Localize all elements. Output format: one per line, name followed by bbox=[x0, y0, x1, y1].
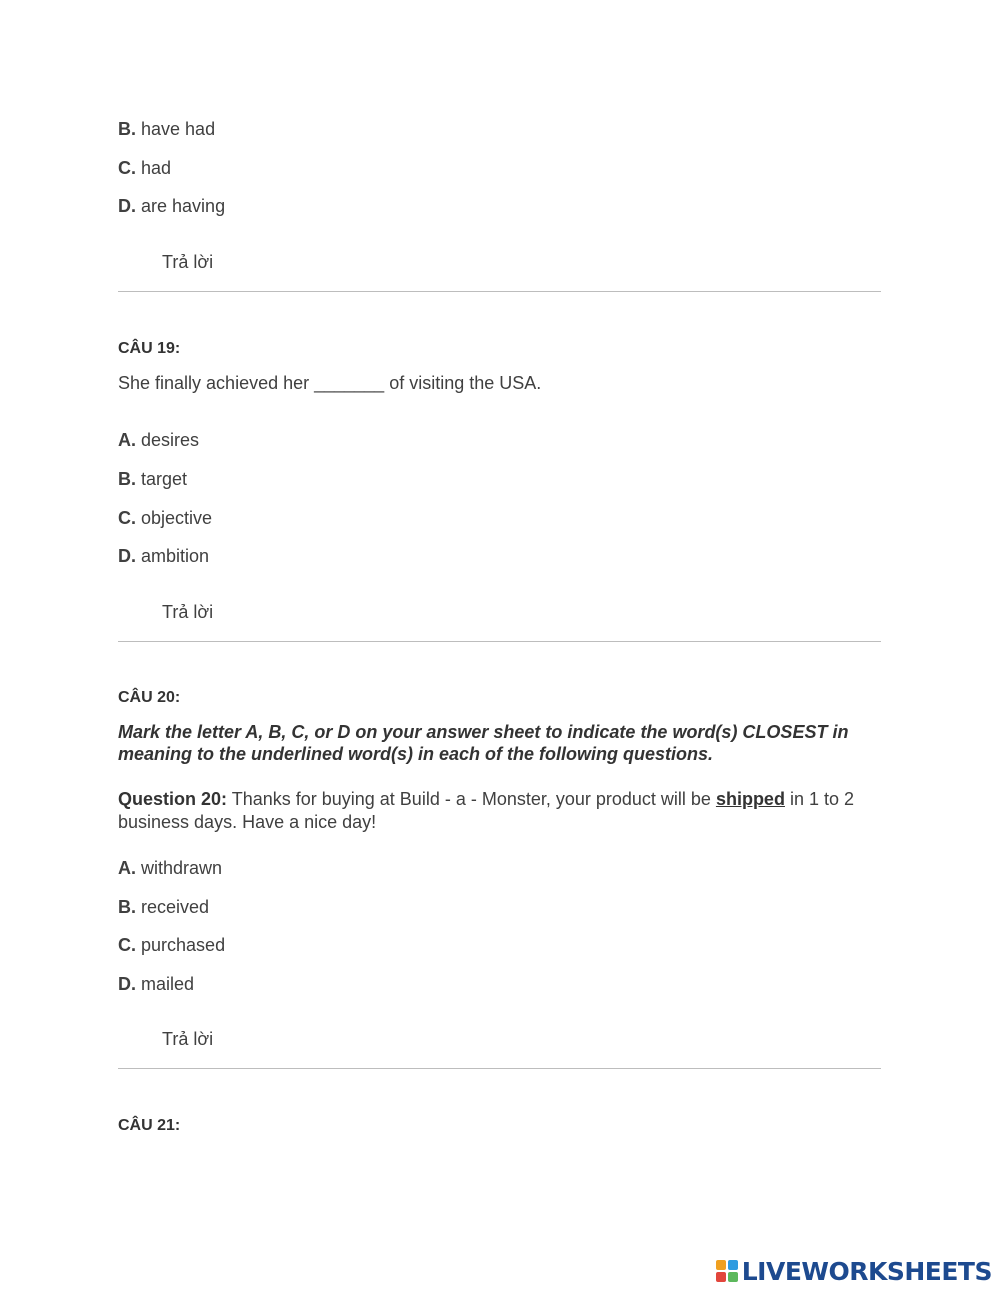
q20-instruction: Mark the letter A, B, C, or D on your answer sheet to indicate the word(s) CLOSEST in meaning to the underlined word(s) in each of the following questions. bbox=[118, 722, 849, 764]
q20-option-c[interactable]: C. purchased bbox=[118, 935, 226, 955]
logo-text: LIVEWORKSHEETS bbox=[741, 1256, 992, 1286]
q20-label: Question 20: bbox=[118, 789, 228, 809]
q18-option-d[interactable]: D. are having bbox=[118, 196, 226, 216]
q19-header: CÂU 19: bbox=[118, 340, 181, 357]
q18-answer-link[interactable]: Trả lời bbox=[162, 252, 214, 272]
q19-option-d[interactable]: D. ambition bbox=[118, 546, 210, 566]
q20-option-a[interactable]: A. withdrawn bbox=[118, 858, 223, 878]
q20-answer-link[interactable]: Trả lời bbox=[162, 1029, 214, 1049]
q20-option-b[interactable]: B. received bbox=[118, 897, 210, 917]
divider bbox=[118, 291, 881, 292]
q21-header: CÂU 21: bbox=[118, 1117, 181, 1134]
q20-underlined-word: shipped bbox=[715, 789, 785, 809]
q18-option-c[interactable]: C. had bbox=[118, 158, 172, 178]
liveworksheets-logo bbox=[716, 1256, 992, 1286]
q19-option-c[interactable]: C. objective bbox=[118, 508, 213, 528]
q19-answer-link[interactable]: Trả lời bbox=[162, 602, 214, 622]
q18-option-b[interactable]: B. have had bbox=[118, 119, 216, 139]
q20-header: CÂU 20: bbox=[118, 689, 181, 706]
q19-option-b[interactable]: B. target bbox=[118, 469, 188, 489]
q19-text: She finally achieved her _______ of visiting the USA. bbox=[118, 373, 542, 393]
q20-option-d[interactable]: D. mailed bbox=[118, 974, 195, 994]
q20-text: Question 20: Thanks for buying at Build - a - Monster, your product will be shipped in 1 to 2 business days. Have a nice day! bbox=[118, 789, 854, 832]
q19-option-a[interactable]: A. desires bbox=[118, 430, 200, 450]
divider bbox=[118, 641, 881, 642]
logo-blocks-icon bbox=[716, 1260, 738, 1282]
divider bbox=[118, 1068, 881, 1069]
